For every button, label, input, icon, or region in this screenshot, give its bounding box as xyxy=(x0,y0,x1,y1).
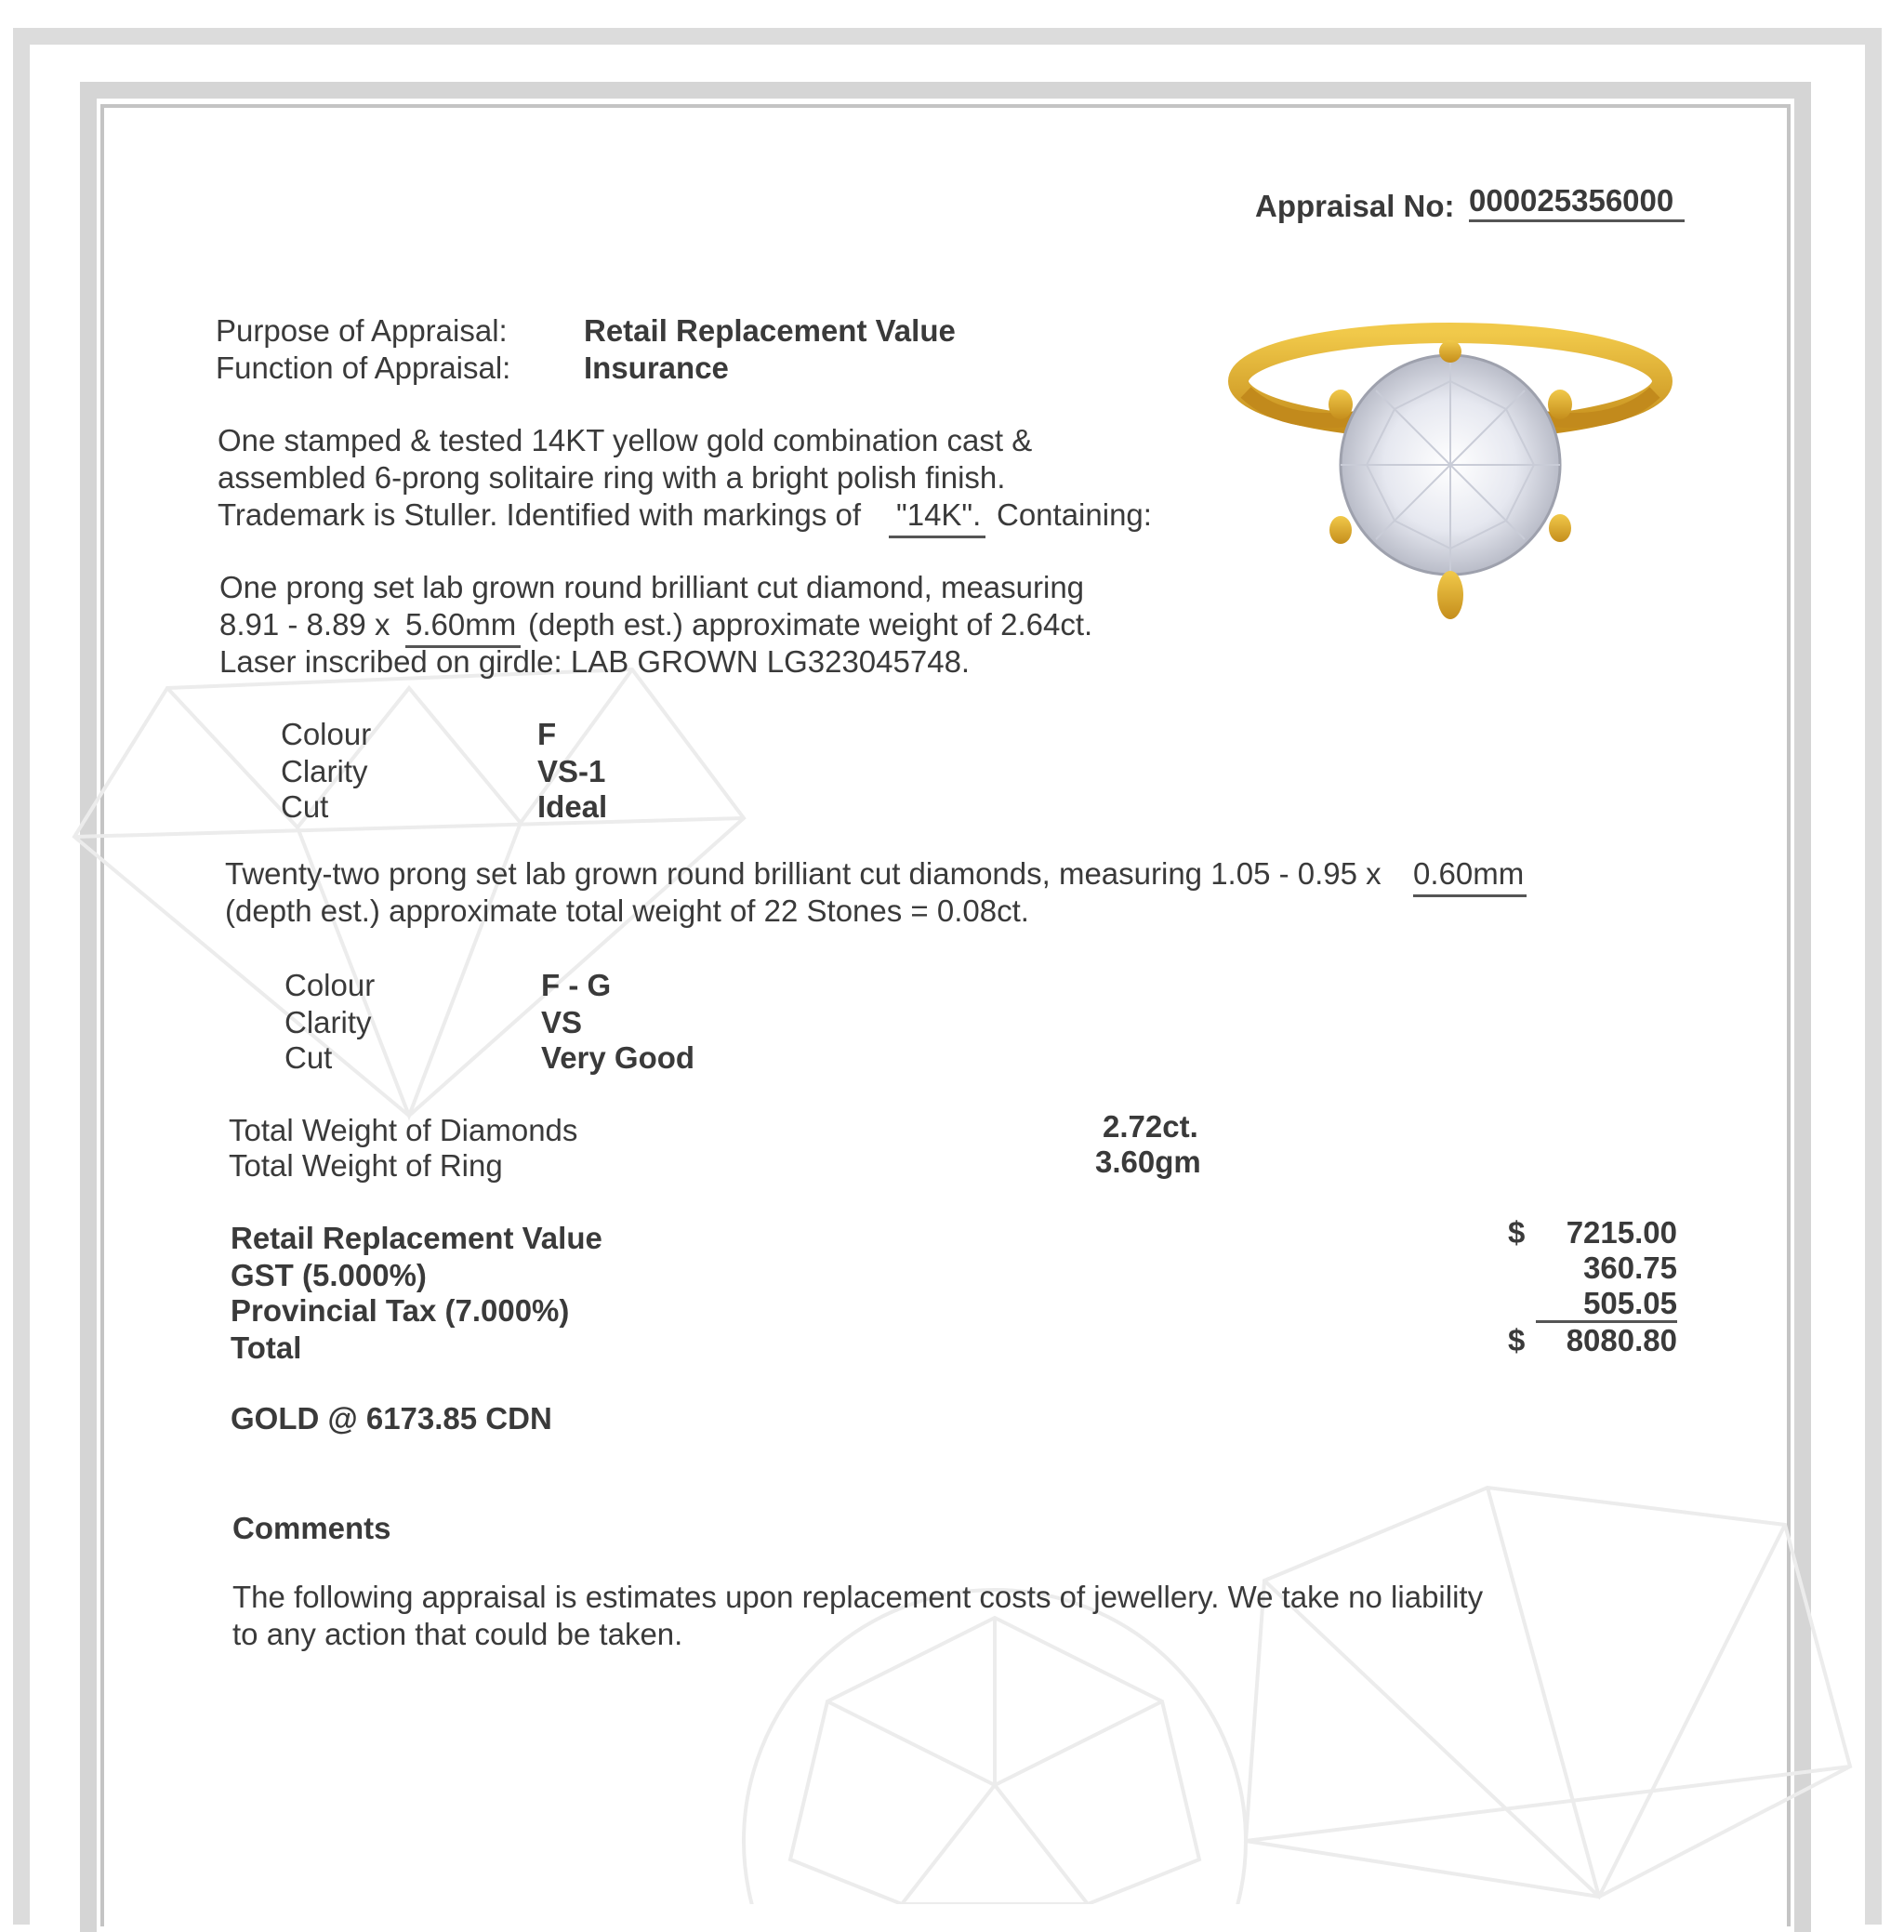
side-stones-line-2: (depth est.) approximate total weight of 22 Stones = 0.08ct. xyxy=(225,893,1029,928)
center-grade-value: Ideal xyxy=(537,789,608,824)
provincial-tax-amount: 505.05 xyxy=(1583,1286,1677,1320)
function-label: Function of Appraisal: xyxy=(216,351,511,385)
center-grade-label: Colour xyxy=(281,717,372,751)
total-amount: 8080.80 xyxy=(1566,1323,1677,1357)
currency-symbol: $ xyxy=(1508,1323,1526,1357)
description-line-3-pre: Trademark is Stuller. Identified with markings of xyxy=(218,497,862,532)
appraisal-no-label: Appraisal No: xyxy=(1255,189,1455,223)
gst-amount: 360.75 xyxy=(1583,1251,1677,1285)
center-stone-line-2-post: (depth est.) approximate weight of 2.64ct. xyxy=(528,607,1093,642)
gst-label: GST (5.000%) xyxy=(231,1258,427,1292)
side-stones-mm: 0.60mm xyxy=(1413,856,1525,891)
side-mm-underline xyxy=(1413,894,1527,897)
center-grade-value: F xyxy=(537,717,557,751)
side-stones-line-1-pre: Twenty-two prong set lab grown round brilliant cut diamonds, measuring 1.05 - 0.95 x xyxy=(225,856,1382,891)
center-stone-mm: 5.60mm xyxy=(405,607,517,642)
description-line-2: assembled 6-prong solitaire ring with a bright polish finish. xyxy=(218,460,1006,495)
center-stone-line-3: Laser inscribed on girdle: LAB GROWN LG323045748. xyxy=(219,644,971,679)
total-weight-diamonds-value: 2.72ct. xyxy=(1103,1109,1198,1144)
purpose-value: Retail Replacement Value xyxy=(584,313,956,348)
side-grade-value: F - G xyxy=(541,968,612,1002)
ring-photo xyxy=(1227,307,1673,632)
side-grade-label: Colour xyxy=(284,968,376,1002)
comments-line-1: The following appraisal is estimates upon replacement costs of jewellery. We take no liability xyxy=(232,1580,1484,1614)
appraisal-no-underline xyxy=(1469,219,1685,222)
comments-heading: Comments xyxy=(232,1511,391,1545)
center-stone-line-2-pre: 8.91 - 8.89 x xyxy=(219,607,390,642)
total-weight-ring-label: Total Weight of Ring xyxy=(229,1148,503,1183)
gold-price: GOLD @ 6173.85 CDN xyxy=(231,1401,552,1436)
center-stone-line-1: One prong set lab grown round brilliant cut diamond, measuring xyxy=(219,570,1085,604)
center-grade-label: Cut xyxy=(281,789,329,824)
center-grade-label: Clarity xyxy=(281,754,368,788)
comments-line-2: to any action that could be taken. xyxy=(232,1617,683,1651)
marking-underline xyxy=(889,536,985,538)
description-line-1: One stamped & tested 14KT yellow gold combination cast & xyxy=(218,423,1033,457)
side-grade-value: VS xyxy=(541,1005,583,1039)
function-value: Insurance xyxy=(584,351,729,385)
round-diamond-watermark xyxy=(734,1581,1255,1904)
description-line-3-post: Containing: xyxy=(997,497,1152,532)
purpose-label: Purpose of Appraisal: xyxy=(216,313,508,348)
retail-value-amount: 7215.00 xyxy=(1566,1215,1677,1250)
diamond-watermark-right xyxy=(1209,1469,1859,1906)
center-grade-value: VS-1 xyxy=(537,754,606,788)
provincial-tax-label: Provincial Tax (7.000%) xyxy=(231,1293,570,1328)
currency-symbol: $ xyxy=(1508,1215,1526,1250)
total-weight-ring-value: 3.60gm xyxy=(1095,1145,1201,1179)
description-line-3-mark: "14K". xyxy=(896,497,982,532)
side-grade-label: Cut xyxy=(284,1040,333,1075)
side-grade-label: Clarity xyxy=(284,1005,372,1039)
total-weight-diamonds-label: Total Weight of Diamonds xyxy=(229,1113,578,1147)
total-label: Total xyxy=(231,1330,302,1365)
side-grade-value: Very Good xyxy=(541,1040,695,1075)
appraisal-no-value: 000025356000 xyxy=(1469,183,1674,218)
retail-value-label: Retail Replacement Value xyxy=(231,1221,602,1255)
